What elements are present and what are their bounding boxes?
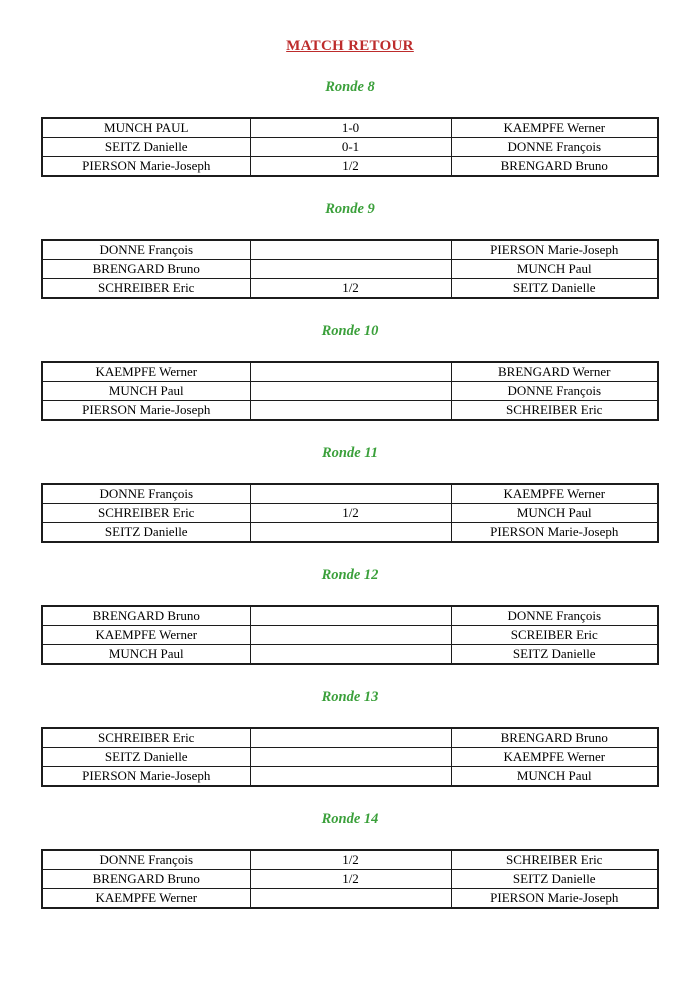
round-section bbox=[0, 567, 700, 665]
black-player-cell: SCHREIBER Eric bbox=[451, 401, 658, 421]
round-section bbox=[0, 79, 700, 177]
black-player-cell: SCHREIBER Eric bbox=[451, 850, 658, 870]
white-player-cell: SCHREIBER Eric bbox=[42, 279, 250, 299]
result-cell: 1/2 bbox=[250, 279, 451, 299]
black-player-cell: DONNE François bbox=[451, 606, 658, 626]
pairing-row bbox=[42, 504, 658, 523]
white-player-cell: DONNE François bbox=[42, 850, 250, 870]
result-cell bbox=[250, 240, 451, 260]
black-player-cell: PIERSON Marie-Joseph bbox=[451, 889, 658, 909]
pairing-row bbox=[42, 279, 658, 299]
black-player-cell: BRENGARD Bruno bbox=[451, 728, 658, 748]
pairings-table bbox=[41, 727, 659, 787]
result-cell bbox=[250, 606, 451, 626]
pairings-table bbox=[41, 361, 659, 421]
black-player-cell: KAEMPFE Werner bbox=[451, 748, 658, 767]
black-player-cell: KAEMPFE Werner bbox=[451, 484, 658, 504]
pairing-row bbox=[42, 748, 658, 767]
round-section bbox=[0, 689, 700, 787]
white-player-cell: SEITZ Danielle bbox=[42, 138, 250, 157]
round-title: Ronde 8 bbox=[325, 79, 375, 95]
result-cell bbox=[250, 728, 451, 748]
result-cell bbox=[250, 484, 451, 504]
black-player-cell: BRENGARD Bruno bbox=[451, 157, 658, 177]
white-player-cell: SEITZ Danielle bbox=[42, 523, 250, 543]
round-title: Ronde 12 bbox=[321, 567, 379, 583]
pairing-row bbox=[42, 401, 658, 421]
white-player-cell: KAEMPFE Werner bbox=[42, 889, 250, 909]
white-player-cell: DONNE François bbox=[42, 484, 250, 504]
black-player-cell: SEITZ Danielle bbox=[451, 870, 658, 889]
white-player-cell: BRENGARD Bruno bbox=[42, 606, 250, 626]
black-player-cell: KAEMPFE Werner bbox=[451, 118, 658, 138]
pairing-row bbox=[42, 870, 658, 889]
white-player-cell: PIERSON Marie-Joseph bbox=[42, 401, 250, 421]
pairing-row bbox=[42, 138, 658, 157]
result-cell bbox=[250, 260, 451, 279]
pairings-table bbox=[41, 239, 659, 299]
result-cell: 1/2 bbox=[250, 504, 451, 523]
pairing-row bbox=[42, 157, 658, 177]
black-player-cell: SEITZ Danielle bbox=[451, 645, 658, 665]
result-cell bbox=[250, 382, 451, 401]
black-player-cell: BRENGARD Werner bbox=[451, 362, 658, 382]
pairings-table bbox=[41, 483, 659, 543]
result-cell: 1-0 bbox=[250, 118, 451, 138]
page-title-text: MATCH RETOUR bbox=[286, 38, 414, 54]
white-player-cell: BRENGARD Bruno bbox=[42, 870, 250, 889]
pairing-row bbox=[42, 767, 658, 787]
pairing-row bbox=[42, 626, 658, 645]
white-player-cell: PIERSON Marie-Joseph bbox=[42, 767, 250, 787]
pairing-row bbox=[42, 728, 658, 748]
result-cell bbox=[250, 748, 451, 767]
white-player-cell: KAEMPFE Werner bbox=[42, 362, 250, 382]
result-cell bbox=[250, 889, 451, 909]
result-cell bbox=[250, 767, 451, 787]
white-player-cell: BRENGARD Bruno bbox=[42, 260, 250, 279]
result-cell bbox=[250, 645, 451, 665]
result-cell bbox=[250, 626, 451, 645]
white-player-cell: DONNE François bbox=[42, 240, 250, 260]
pairings-table bbox=[41, 849, 659, 909]
black-player-cell: SEITZ Danielle bbox=[451, 279, 658, 299]
black-player-cell: MUNCH Paul bbox=[451, 504, 658, 523]
white-player-cell: SEITZ Danielle bbox=[42, 748, 250, 767]
white-player-cell: PIERSON Marie-Joseph bbox=[42, 157, 250, 177]
white-player-cell: MUNCH Paul bbox=[42, 645, 250, 665]
pairing-row bbox=[42, 382, 658, 401]
round-section bbox=[0, 201, 700, 299]
round-title: Ronde 9 bbox=[325, 201, 375, 217]
result-cell bbox=[250, 523, 451, 543]
white-player-cell: SCHREIBER Eric bbox=[42, 728, 250, 748]
pairing-row bbox=[42, 240, 658, 260]
black-player-cell: PIERSON Marie-Joseph bbox=[451, 523, 658, 543]
black-player-cell: MUNCH Paul bbox=[451, 767, 658, 787]
black-player-cell: DONNE François bbox=[451, 382, 658, 401]
pairing-row bbox=[42, 850, 658, 870]
round-section bbox=[0, 811, 700, 909]
white-player-cell: KAEMPFE Werner bbox=[42, 626, 250, 645]
result-cell: 1/2 bbox=[250, 850, 451, 870]
rounds-container bbox=[0, 79, 700, 909]
black-player-cell: SCREIBER Eric bbox=[451, 626, 658, 645]
pairing-row bbox=[42, 606, 658, 626]
pairing-row bbox=[42, 484, 658, 504]
result-cell: 1/2 bbox=[250, 157, 451, 177]
black-player-cell: PIERSON Marie-Joseph bbox=[451, 240, 658, 260]
white-player-cell: MUNCH PAUL bbox=[42, 118, 250, 138]
pairing-row bbox=[42, 118, 658, 138]
round-title: Ronde 11 bbox=[322, 445, 378, 461]
white-player-cell: SCHREIBER Eric bbox=[42, 504, 250, 523]
round-section bbox=[0, 323, 700, 421]
result-cell bbox=[250, 401, 451, 421]
result-cell: 1/2 bbox=[250, 870, 451, 889]
pairing-row bbox=[42, 523, 658, 543]
round-section bbox=[0, 445, 700, 543]
pairing-row bbox=[42, 260, 658, 279]
white-player-cell: MUNCH Paul bbox=[42, 382, 250, 401]
round-title: Ronde 13 bbox=[321, 689, 379, 705]
result-cell: 0-1 bbox=[250, 138, 451, 157]
pairing-row bbox=[42, 889, 658, 909]
page-title bbox=[0, 0, 700, 55]
round-title: Ronde 14 bbox=[321, 811, 379, 827]
black-player-cell: DONNE François bbox=[451, 138, 658, 157]
pairings-table bbox=[41, 117, 659, 177]
result-cell bbox=[250, 362, 451, 382]
pairing-row bbox=[42, 362, 658, 382]
black-player-cell: MUNCH Paul bbox=[451, 260, 658, 279]
round-title: Ronde 10 bbox=[321, 323, 379, 339]
pairings-table bbox=[41, 605, 659, 665]
pairing-row bbox=[42, 645, 658, 665]
